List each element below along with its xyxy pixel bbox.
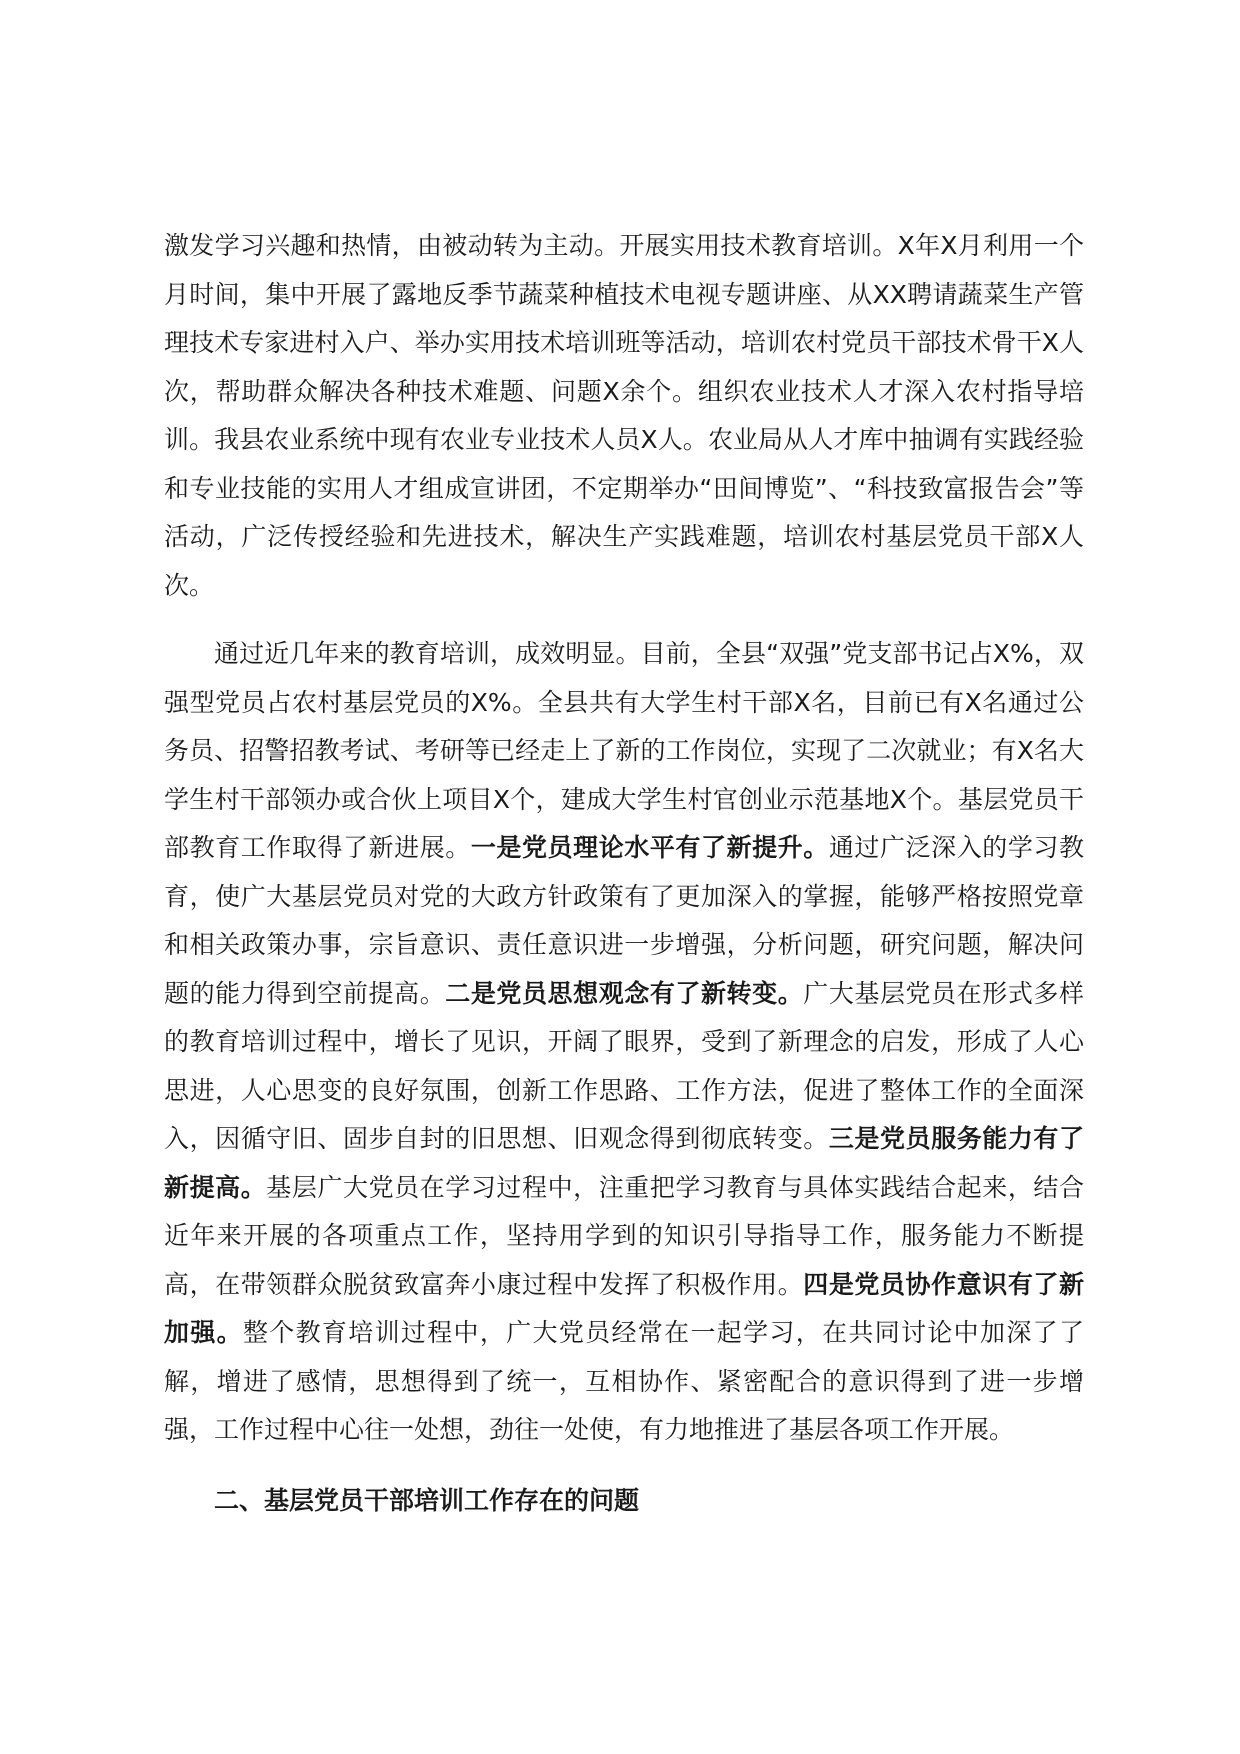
results-text-2: 通过广泛深入的学习教育，使广大基层党员对党的大政方针政策有了更加深入的掌握，能够严格按照党章和相关政策办事，宗旨意识、责任意识进一步增强，分析问题，研究问题，解决问题的能力得到空前提高。 [164,833,1084,1008]
point-one-heading: 一是党员理论水平有了新提升。 [470,833,829,862]
results-text-1: 通过近几年来的教育培训，成效明显。目前，全县“双强”党支部书记占X%，双强型党员占农村基层党员的X%。全县共有大学生村干部X名，目前已有X名通过公务员、招警招教考试、考研等已经走上了新的工作岗位，实现了二次就业；有X名大学生村干部领办或合伙上项目X个，建成大学生村官创业示范基地X个。基层党员干部教育工作取得了新进展。 [164,639,1084,862]
results-text-4: 基层广大党员在学习过程中，注重把学习教育与具体实践结合起来，结合近年来开展的各项重点工作，坚持用学到的知识引导指导工作，服务能力不断提高，在带领群众脱贫致富奔小康过程中发挥了积极作用。 [164,1172,1084,1299]
point-four-heading: 四是党员协作意识有了新加强。 [164,1269,1084,1347]
paragraph-training-activities: 激发学习兴趣和热情，由被动转为主动。开展实用技术教育培训。X年X月利用一个月时间，集中开展了露地反季节蔬菜种植技术电视专题讲座、从XX聘请蔬菜生产管理技术专家进村入户、举办实用技术培训班等活动，培训农村党员干部技术骨干X人次，帮助群众解决各种技术难题、问题X余个。组织农业技术人才深入农村指导培训。我县农业系统中现有农业专业技术人员X人。农业局从人才库中抽调有实践经验和专业技能的实用人才组成宣讲团，不定期举办“田间博览”、“科技致富报告会”等活动，广泛传授经验和先进技术，解决生产实践难题，培训农村基层党员干部X人次。 [164,231,1084,600]
paragraph-training-results [164,630,1084,1455]
point-two-heading: 二是党员思想观念有了新转变。 [445,978,804,1008]
results-text-5: 整个教育培训过程中，广大党员经常在一起学习，在共同讨论中加深了了解，增进了感情，思想得到了统一，互相协作、紧密配合的意识得到了进一步增强，工作过程中心往一处想，劲往一处使，有力地推进了基层各项工作开展。 [164,1318,1084,1444]
document-body [164,222,1084,1525]
results-text-3: 广大基层党员在形式多样的教育培训过程中，增长了见识，开阔了眼界，受到了新理念的启发，形成了人心思进，人心思变的良好氛围，创新工作思路、工作方法，促进了整体工作的全面深入，因循守旧、固步自封的旧思想、旧观念得到彻底转变。 [164,978,1084,1153]
point-three-heading: 三是党员服务能力有了新提高。 [164,1124,1084,1202]
section-heading-problems: 二、基层党员干部培训工作存在的问题 [214,1485,640,1515]
